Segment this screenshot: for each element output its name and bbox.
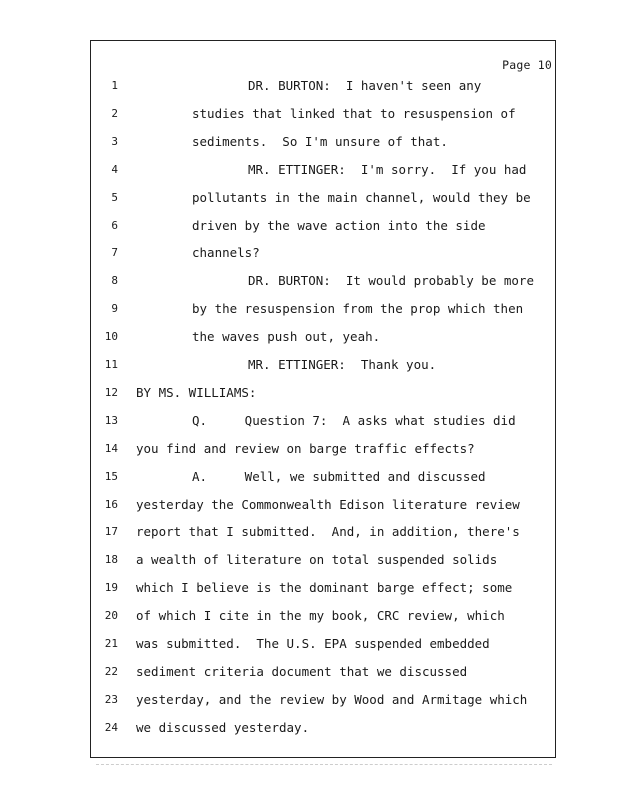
transcript-line [0,630,618,658]
transcript-line [0,518,618,546]
line-text: Q. Question 7: A asks what studies did [192,412,516,428]
transcript-line [0,156,618,184]
line-number: 6 [111,218,118,232]
page-number: Page 10 [502,58,552,72]
line-number: 13 [104,413,118,427]
transcript-line [0,184,618,212]
transcript-line [0,546,618,574]
line-number: 12 [104,385,118,399]
line-number: 23 [104,692,118,706]
line-text: channels? [192,245,260,261]
line-text: sediments. So I'm unsure of that. [192,133,448,149]
line-text: was submitted. The U.S. EPA suspended embedded [136,636,490,651]
line-number: 4 [111,162,118,176]
line-number: 15 [104,469,118,483]
line-text: which I believe is the dominant barge effect; some [136,580,513,596]
transcript-line [0,72,618,100]
line-text: studies that linked that to resuspension of [192,105,516,121]
transcript-line [0,100,618,128]
transcript-line [0,491,618,519]
line-number: 10 [104,330,118,344]
line-number: 20 [104,609,118,623]
line-number: 2 [111,106,118,120]
line-number: 3 [111,134,118,148]
line-text: DR. BURTON: I haven't seen any [248,78,482,93]
line-text: pollutants in the main channel, would they be [192,189,531,205]
line-number: 11 [104,358,118,371]
line-text: yesterday, and the review by Wood and Armitage which [136,691,528,707]
line-text: you find and review on barge traffic effects? [136,440,475,456]
transcript-line [0,295,618,323]
line-number: 1 [111,79,118,92]
line-number: 16 [104,497,118,511]
line-number: 8 [111,274,118,288]
line-text: DR. BURTON: It would probably be more [248,273,534,289]
line-number: 24 [104,720,118,734]
transcript-line [0,323,618,351]
line-number: 21 [104,637,118,650]
line-text: MR. ETTINGER: I'm sorry. If you had [248,161,527,177]
transcript-line [0,435,618,463]
transcript-line [0,714,618,742]
line-number: 18 [104,553,118,567]
line-text: the waves push out, yeah. [192,329,381,345]
line-text: sediment criteria document that we discussed [136,663,468,679]
line-text: yesterday the Commonwealth Edison literature review [136,496,520,512]
line-text: report that I submitted. And, in addition, there's [136,524,520,540]
transcript-line [0,686,618,714]
transcript-line [0,658,618,686]
line-text: a wealth of literature on total suspended solids [136,552,498,568]
scan-noise-divider [96,764,552,769]
transcript-line [0,463,618,491]
transcript-line [0,239,618,267]
line-number: 22 [104,664,118,678]
transcript-line [0,407,618,435]
line-text: MR. ETTINGER: Thank you. [248,357,437,372]
transcript-line [0,212,618,240]
line-text: A. Well, we submitted and discussed [192,468,486,484]
line-text: of which I cite in the my book, CRC review, which [136,608,505,624]
transcript-line [0,602,618,630]
transcript-line [0,351,618,379]
line-number: 19 [104,581,118,595]
transcript-line [0,267,618,295]
line-number: 5 [111,190,118,204]
transcript-line [0,574,618,602]
line-text: we discussed yesterday. [136,719,310,735]
line-number: 7 [111,246,118,260]
line-text: driven by the wave action into the side [192,217,486,233]
line-text: by the resuspension from the prop which then [192,301,524,317]
line-text: BY MS. WILLIAMS: [136,384,257,400]
transcript-line [0,128,618,156]
transcript-line [0,379,618,407]
line-number: 9 [111,302,118,316]
line-number: 14 [104,441,118,455]
line-number: 17 [104,525,118,539]
